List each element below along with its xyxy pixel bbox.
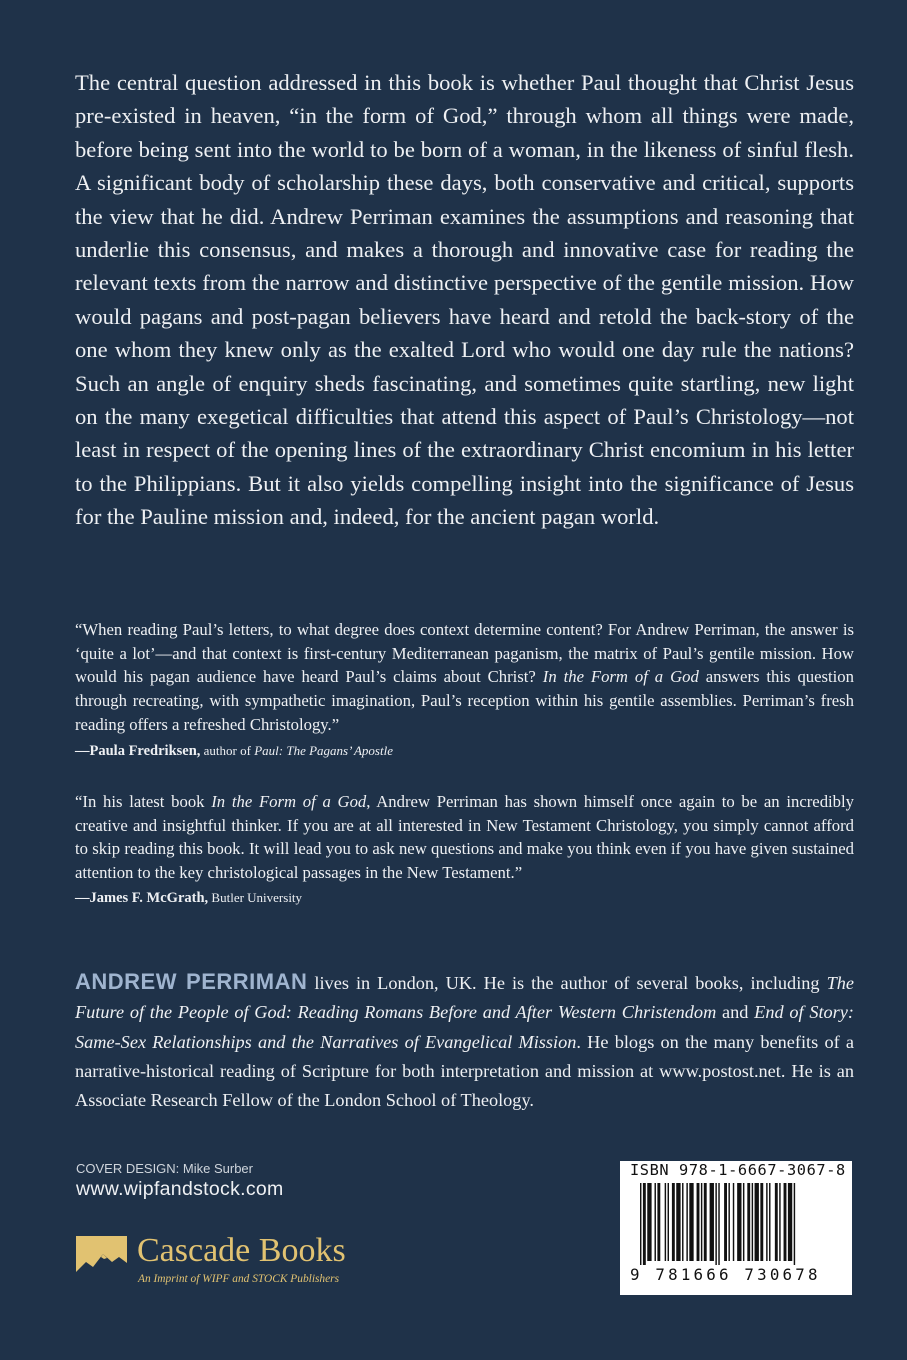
endorsement-text: , Andrew Perriman has shown himself once again to be an incredibly creative and insightful thinker. If you are at all interested in New Testament Christology, you simply cannot afford to skip reading this book. It will lead you to ask new questions and make you think even if you have given sustained attention to the key christological passages in the New Testament.”: [75, 792, 855, 883]
cover-design-credit: COVER DESIGN: Mike Surber: [76, 1161, 253, 1176]
publisher-name: Cascade Books: [137, 1232, 346, 1269]
endorsement-text: answers this question through recreating, with sympathetic imagination, Paul’s reception within his gentile assemblies. Perriman’s fresh reading offers a refreshed Christology.”: [75, 667, 854, 734]
barcode-icon: [628, 1183, 846, 1265]
author-bio-text: . He blogs on the many benefits of a narrative-historical reading of Scripture for both interpretation and mission at www.postost.net. He is an Associate Research Fellow of the London School of Theology.: [75, 1031, 854, 1111]
endorsement-attribution: [75, 890, 302, 907]
author-book-title: The Future of the People of God: Reading Romans Before and After Western Christendom: [75, 973, 854, 1023]
endorsement-quote: [75, 618, 854, 737]
endorser-name: —Paula Fredriksen,: [75, 743, 201, 759]
endorsement-book-title: In the Form of a God: [542, 667, 699, 687]
endorser-affiliation: Butler University: [208, 890, 303, 905]
mountain-logo-icon: [76, 1236, 127, 1287]
author-name: ANDREW PERRIMAN: [75, 969, 308, 994]
author-bio-text: and: [716, 1002, 755, 1023]
book-description: The central question addressed in this book is whether Paul thought that Christ Jesus pre-existed in heaven, “in the form of God,” through whom all things were made, before being sent into the world to be born of a woman, in the likeness of sinful flesh. A significant body of scholarship these days, both conservative and critical, supports the view that he did. Andrew Perriman examines the assumptions and reasoning that underlie this consensus, and makes a thorough and innovative case for reading the relevant texts from the narrow and distinctive perspective of the gentile mission. How would pagans and post-pagan believers have heard and retold the back-story of the one whom they knew only as the exalted Lord who would one day rule the nations? Such an angle of enquiry sheds fascinating, and sometimes quite startling, new light on the many exegetical difficulties that attend this aspect of Paul’s Christology—not least in respect of the opening lines of the extraordinary Christ encomium in his letter to the Philippians. But it also yields compelling insight into the significance of Jesus for the Pauline mission and, indeed, for the ancient pagan world.: [75, 70, 854, 530]
author-bio-text: lives in London, UK. He is the author of several books, including: [307, 973, 827, 993]
endorsement-quote: [75, 790, 854, 885]
publisher-tagline: An Imprint of WIPF and STOCK Publishers: [138, 1273, 340, 1285]
author-book-title: End of Story: Same-Sex Relationships and the Narratives of Evangelical Mission: [75, 1002, 854, 1052]
endorsement-text: “In his latest book: [75, 792, 212, 811]
endorser-work: Paul: The Pagans’ Apostle: [254, 743, 393, 758]
author-bio: [75, 967, 854, 1115]
endorser-name: —James F. McGrath,: [75, 890, 209, 906]
barcode-digits: 9 781666 730678: [630, 1265, 821, 1284]
endorsement-attribution: [75, 743, 393, 760]
endorsement-book-title: In the Form of a God: [211, 792, 367, 811]
publisher-website[interactable]: www.wipfandstock.com: [76, 1178, 284, 1200]
endorsement-text: “When reading Paul’s letters, to what degree does context determine content? For Andrew Perriman, the answer is ‘quite a lot’—and that context is first-century Mediterranean paganism, the matrix of Paul’s gentile mission. How would his pagan audience have heard Paul’s claims about Christ?: [75, 620, 854, 687]
isbn-label: ISBN 978-1-6667-3067-8: [630, 1161, 846, 1179]
endorser-role: author of: [200, 743, 255, 758]
